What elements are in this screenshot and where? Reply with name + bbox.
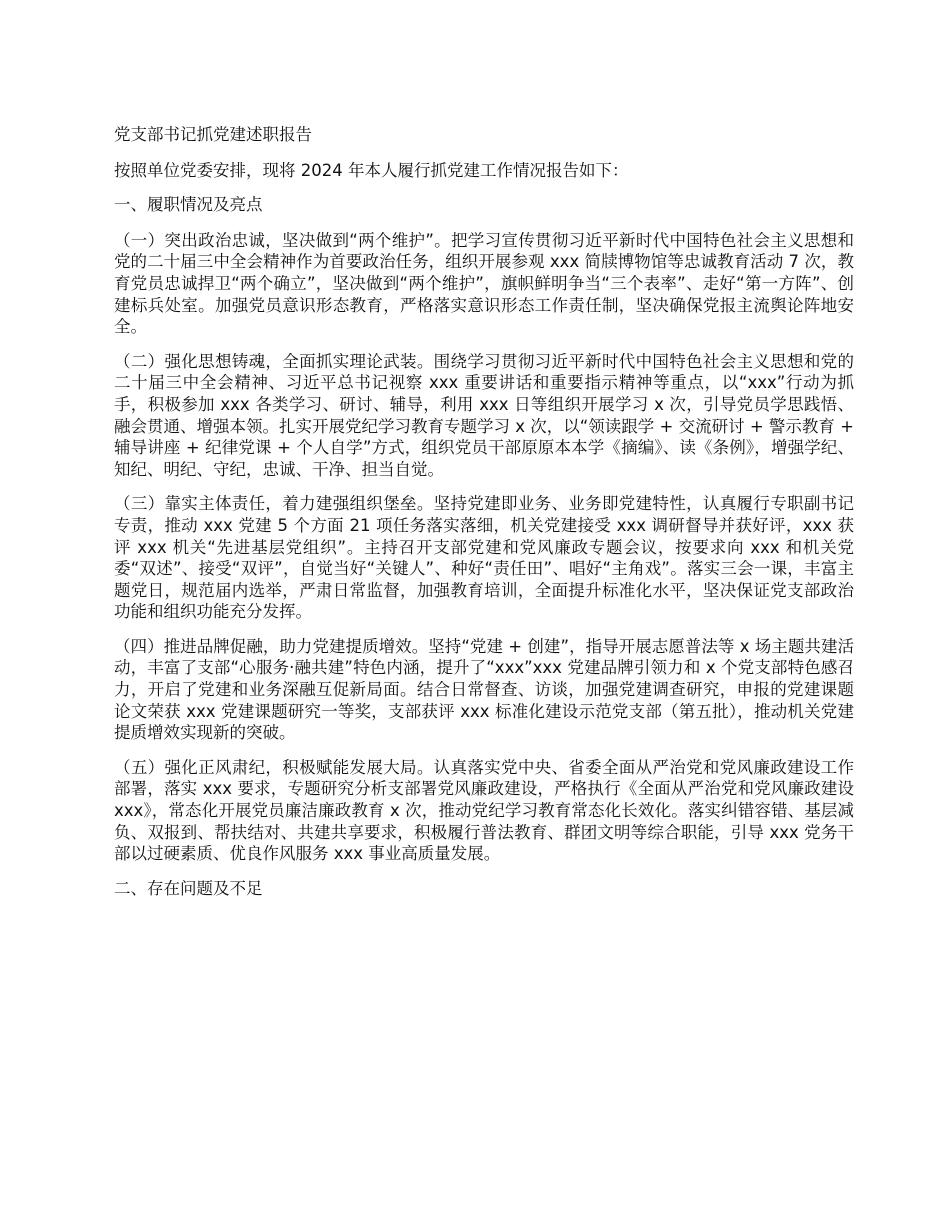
paragraph-5: （五）强化正风肃纪，积极赋能发展大局。认真落实党中央、省委全面从严治党和党风廉政建设工作部署，落实 xxx 要求，专题研究分析支部署党风廉政建设，严格执行《全面从严治党和党风廉政建设 xxx》，常态化开展党员廉洁廉政教育 x 次，推动党纪学习教育常态化长效化。落实纠错容错、基层减负、双报到、帮扶结对、共建共享要求，积极履行普法教育、群团文明等综合职能，引导 xxx 党务干部以过硬素质、优良作风服务 xxx 事业高质量发展。 <box>114 757 854 864</box>
section-heading-2: 二、存在问题及不足 <box>114 878 263 898</box>
paragraph-2: （二）强化思想铸魂，全面抓实理论武装。围绕学习贯彻习近平新时代中国特色社会主义思想和党的二十届三中全会精神、习近平总书记视察 xxx 重要讲话和重要指示精神等重点，以“xxx”行动为抓手，积极参加 xxx 各类学习、研讨、辅导，利用 xxx 日等组织开展学习 x 次，引导党员学思践悟、融会贯通、增强本领。扎实开展党纪学习教育专题学习 x 次，以“领读跟学 + 交流研讨 + 警示教育 + 辅导讲座 + 纪律党课 + 个人自学”方式，组织党员干部原原本本学《摘编》、读《条例》，增强学纪、知纪、明纪、守纪，忠诚、干净、担当自觉。 <box>114 351 855 479</box>
paragraph-1: （一）突出政治忠诚，坚决做到“两个维护”。把学习宣传贯彻习近平新时代中国特色社会主义思想和党的二十届三中全会精神作为首要政治任务，组织开展参观 xxx 简牍博物馆等忠诚教育活动 7 次，教育党员忠诚捍卫“两个确立”，坚决做到“两个维护”，旗帜鲜明争当“三个表率”、走好“第一方阵”、创建标兵处室。加强党员意识形态教育，严格落实意识形态工作责任制，坚决确保党报主流舆论阵地安全。 <box>114 230 854 337</box>
intro-paragraph: 按照单位党委安排，现将 2024 年本人履行抓党建工作情况报告如下： <box>114 160 629 180</box>
paragraph-3: （三）靠实主体责任，着力建强组织堡垒。坚持党建即业务、业务即党建特性，认真履行专职副书记专责，推动 xxx 党建 5 个方面 21 项任务落实落细，机关党建接受 xxx 调研督导并获好评，xxx 获评 xxx 机关“先进基层党组织”。主持召开支部党建和党风廉政专题会议，按要求向 xxx 和机关党委“双述”、接受“双评”，自觉当好“关键人”、种好“责任田”、唱好“主角戏”。落实三会一课，丰富主题党日，规范届内选举，严肃日常监督，加强教育培训，全面提升标准化水平，坚决保证党支部政治功能和组织功能充分发挥。 <box>114 494 854 622</box>
document-page <box>114 124 854 913</box>
document-title: 党支部书记抓党建述职报告 <box>114 125 312 144</box>
paragraph-4: （四）推进品牌促融，助力党建提质增效。坚持“党建 + 创建”，指导开展志愿普法等 x 场主题共建活动，丰富了支部“心服务·融共建”特色内涵，提升了“xxx”xxx 党建品牌引领力和 x 个党支部特色感召力，开启了党建和业务深融互促新局面。结合日常督查、访谈，加强党建调查研究，申报的党建课题论文荣获 xxx 党建课题研究一等奖，支部获评 xxx 标准化建设示范党支部（第五批），推动机关党建提质增效实现新的突破。 <box>114 636 854 743</box>
section-heading-1: 一、履职情况及亮点 <box>114 195 263 215</box>
